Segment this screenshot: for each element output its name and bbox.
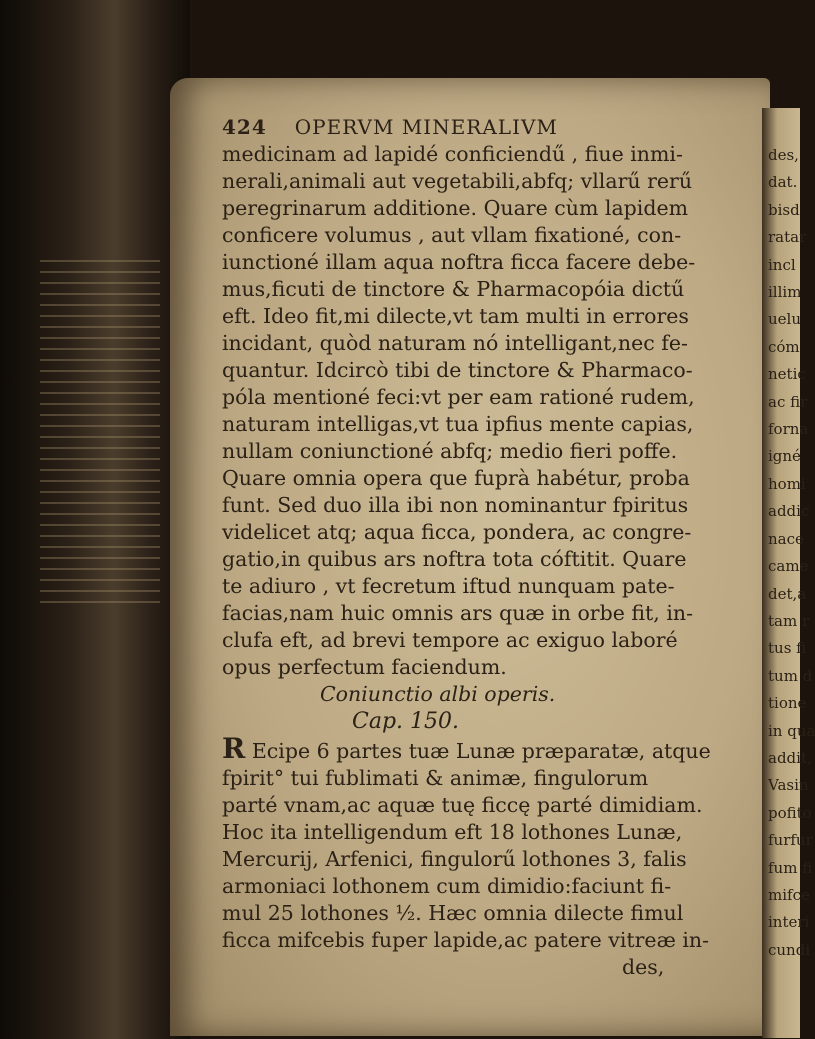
text-fragment: addic <box>768 502 810 521</box>
text-line: fpirit° tui fublimati & animæ, fingulorum <box>222 766 649 790</box>
text-line: nerali,animali aut vegetabili,abfq; vllarű rerű <box>222 169 693 193</box>
text-line-with-dropcap <box>222 732 758 765</box>
next-page-edge <box>762 108 815 1038</box>
body-paragraph-2 <box>222 732 758 954</box>
catchword: des, <box>622 955 665 979</box>
drop-capital: R <box>222 732 246 765</box>
text-line: parté vnam,ac aquæ tuę ficcę parté dimidiam. <box>222 793 703 817</box>
text-line: medicinam ad lapidé conficiendű , fiue inmi- <box>222 142 683 166</box>
book-page <box>170 78 770 1036</box>
text-line: peregrinarum additione. Quare cùm lapidem <box>222 196 689 220</box>
text-line: ficca mifcebis fuper lapide,ac patere vitreæ in- <box>222 928 710 952</box>
text-fragment: homi <box>768 474 806 493</box>
running-head: OPERVM MINERALIVM <box>294 115 558 139</box>
text-fragment: incl <box>768 255 796 274</box>
text-fragment: cóm <box>768 337 800 356</box>
text-line: gatio,in quibus ars noftra tota cóftitit. Quare <box>222 547 687 571</box>
text-line: clufa eft, ad brevi tempore ac exiguo laboré <box>222 628 678 652</box>
text-fragment: nace <box>768 529 804 548</box>
text-fragment: Vasin <box>768 776 809 795</box>
text-line: mus,ficuti de tinctore & Pharmacopóia dictű <box>222 277 685 301</box>
text-fragment: cundi <box>768 940 811 959</box>
text-line: naturam intelligas,vt tua ipfius mente capias, <box>222 412 694 436</box>
chapter-heading: Cap. 150. <box>352 709 460 734</box>
text-fragment: igné <box>768 447 801 466</box>
text-fragment: pofito <box>768 803 812 822</box>
text-line: eft. Ideo fit,mi dilecte,vt tam multi in errores <box>222 304 689 328</box>
text-line: iunctioné illam aqua noftra ficca facere debe- <box>222 250 696 274</box>
text-fragment: uelu <box>768 310 801 329</box>
text-line: quantur. Idcircò tibi de tinctore & Pharmaco- <box>222 358 693 382</box>
text-line: opus perfectum faciendum. <box>222 655 507 679</box>
text-fragment: tam r <box>768 611 810 630</box>
text-fragment: des, <box>768 146 799 164</box>
text-fragment: in qua <box>768 721 815 740</box>
spine-decoration <box>40 260 160 760</box>
text-line: incidant, quòd naturam nó intelligant,nec fe- <box>222 331 688 355</box>
text-fragment: interi <box>768 913 810 932</box>
text-fragment: bisd <box>768 200 800 219</box>
page-number: 424 <box>222 115 267 139</box>
text-fragment: came <box>768 557 809 576</box>
text-fragment: tione <box>768 694 807 713</box>
text-fragment: dat. <box>768 173 798 192</box>
text-fragment: ratar <box>768 228 807 247</box>
body-paragraph-1 <box>222 141 758 681</box>
text-line: armoniaci lothonem cum dimidio:faciunt fi- <box>222 874 672 898</box>
page-header <box>222 114 758 141</box>
text-line: conficere volumus , aut vllam fixationé, con- <box>222 223 682 247</box>
text-line: póla mentioné feci:vt per eam rationé rudem, <box>222 385 695 409</box>
text-line: nullam coniunctioné abfq; medio fieri poffe. <box>222 439 678 463</box>
text-fragment: illim <box>768 283 802 302</box>
text-fragment: det,a <box>768 584 807 603</box>
text-line: Mercurij, Arfenici, fingulorű lothones 3, falis <box>222 847 687 871</box>
text-fragment: netic <box>768 365 806 384</box>
text-line: Quare omnia opera que fuprà habétur, proba <box>222 466 690 490</box>
section-subheading: Coniunctio albi operis. <box>320 682 556 706</box>
text-line: te adiuro , vt fecretum iftud nunquam pate- <box>222 574 675 598</box>
page-text <box>222 114 758 981</box>
next-page-text <box>762 108 815 964</box>
text-line: Ecipe 6 partes tuæ Lunæ præparatæ, atque <box>251 739 711 763</box>
text-line: videlicet atq; aqua ficca, pondera, ac congre- <box>222 520 692 544</box>
text-fragment: addit, <box>768 748 812 767</box>
text-fragment: tus fi <box>768 639 807 658</box>
text-line: funt. Sed duo illa ibi non nominantur fpiritus <box>222 493 689 517</box>
text-line: mul 25 lothones ½. Hæc omnia dilecte fimul <box>222 901 684 925</box>
text-fragment: ac fir <box>768 392 808 411</box>
text-fragment: mifce <box>768 885 810 904</box>
text-fragment: forna <box>768 420 809 439</box>
text-fragment: fum fi <box>768 858 813 877</box>
text-line: Hoc ita intelligendum eft 18 lothones Lunæ, <box>222 820 683 844</box>
book-spine <box>0 0 190 1039</box>
text-fragment: tum d <box>768 666 813 685</box>
text-fragment: furfur <box>768 831 813 850</box>
text-line: facias,nam huic omnis ars quæ in orbe fit, in- <box>222 601 694 625</box>
